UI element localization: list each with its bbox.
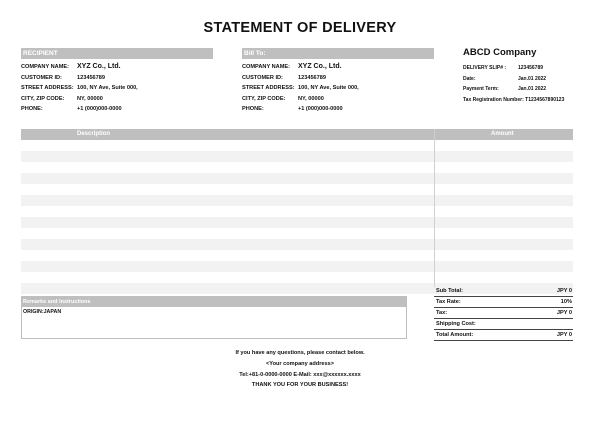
meta-label: Payment Term: [463, 86, 499, 92]
table-row [21, 140, 573, 151]
table-row [21, 250, 573, 261]
recipient-phone-row [21, 104, 138, 115]
field-value: NY, 00000 [298, 95, 324, 102]
recipient-street-row [21, 83, 138, 94]
bill-to-street-row [242, 83, 359, 94]
recipient-customer-id-row [21, 73, 138, 84]
totals-block [434, 286, 573, 341]
total-label: Sub Total: [436, 288, 463, 294]
recipient-header: RECIPIENT [21, 48, 213, 59]
total-value: JPY 0 [556, 310, 572, 316]
table-row [21, 228, 573, 239]
table-row [21, 151, 573, 162]
meta-label: DELIVERY SLIP# : [463, 65, 507, 71]
meta-value: T1234567890123 [525, 96, 565, 103]
tax-registration-row [463, 95, 573, 106]
meta-value: 123456789 [518, 65, 544, 71]
table-row [21, 195, 573, 206]
field-value: 123456789 [77, 74, 105, 81]
field-label: COMPANY NAME: [242, 64, 290, 70]
bill-to-company-row [242, 62, 359, 73]
field-value: +1 (000)000-0000 [77, 106, 122, 112]
table-row [21, 206, 573, 217]
date-row [463, 74, 573, 85]
description-column-header: Description [77, 131, 111, 137]
footer [0, 348, 600, 391]
field-value: +1 (000)000-0000 [298, 106, 343, 112]
recipient-city-row [21, 94, 138, 105]
bill-to-phone-row [242, 104, 359, 115]
total-label: Shipping Cost: [436, 321, 476, 327]
field-value: 123456789 [298, 74, 326, 81]
table-row [21, 239, 573, 250]
field-label: STREET ADDRESS: [21, 85, 74, 91]
field-label: CITY, ZIP CODE: [242, 95, 286, 102]
field-value: 100, NY Ave, Suite 000, [298, 85, 359, 91]
field-label: COMPANY NAME: [21, 64, 69, 70]
meta-label: Date: [463, 75, 476, 82]
footer-contact-note: If you have any questions, please contact below. [235, 350, 365, 356]
footer-tel-email: Tel:+81-0-0000-0000 E-Mail: xxx@xxxxxx.xxxx [239, 371, 361, 378]
items-table [21, 129, 573, 294]
field-label: CUSTOMER ID: [21, 74, 62, 81]
field-value: XYZ Co., Ltd. [77, 63, 121, 70]
table-row [21, 184, 573, 195]
field-value: 100, NY Ave, Suite 000, [77, 85, 138, 91]
payment-term-row [463, 84, 573, 95]
table-row [21, 272, 573, 283]
meta-label: Tax Registration Number: [463, 96, 524, 103]
field-value: XYZ Co., Ltd. [298, 63, 342, 70]
footer-address: <Your company address> [266, 360, 334, 367]
field-value: NY, 00000 [77, 95, 103, 102]
total-value: JPY 0 [556, 332, 572, 338]
shipping-cost-row [434, 319, 573, 330]
total-value: 10% [560, 299, 572, 305]
delivery-meta [463, 63, 573, 105]
meta-value: Jan.01 2022 [518, 75, 547, 82]
tax-row [434, 308, 573, 319]
total-label: Total Amount: [436, 332, 474, 338]
table-row [21, 217, 573, 228]
bill-to-block [242, 62, 359, 115]
field-label: CUSTOMER ID: [242, 74, 283, 81]
table-header [21, 129, 573, 140]
document-title: STATEMENT OF DELIVERY [203, 20, 397, 36]
remarks-header: Remarks and Instructions [22, 297, 406, 307]
field-label: PHONE: [21, 106, 43, 112]
meta-value: Jan.01 2022 [518, 86, 547, 92]
bill-to-city-row [242, 94, 359, 105]
total-label: Tax Rate: [436, 299, 461, 305]
sender-company-name: ABCD Company [463, 47, 537, 58]
footer-thanks: THANK YOU FOR YOUR BUSINESS! [251, 382, 349, 389]
recipient-company-row [21, 62, 138, 73]
column-divider [434, 129, 435, 287]
bill-to-customer-id-row [242, 73, 359, 84]
delivery-slip-row [463, 63, 573, 74]
remarks-body: ORIGIN:JAPAN [23, 309, 62, 315]
subtotal-row [434, 286, 573, 297]
total-value: JPY 0 [556, 288, 572, 294]
field-label: PHONE: [242, 106, 264, 112]
table-row [21, 173, 573, 184]
remarks-box [21, 296, 407, 339]
field-label: CITY, ZIP CODE: [21, 95, 65, 102]
table-row [21, 162, 573, 173]
table-row [21, 261, 573, 272]
tax-rate-row [434, 297, 573, 308]
total-label: Tax: [436, 310, 448, 316]
recipient-block [21, 62, 138, 115]
bill-to-header: Bill To: [242, 48, 434, 59]
total-amount-row [434, 330, 573, 341]
field-label: STREET ADDRESS: [242, 85, 295, 91]
amount-column-header: Amount [491, 131, 514, 137]
